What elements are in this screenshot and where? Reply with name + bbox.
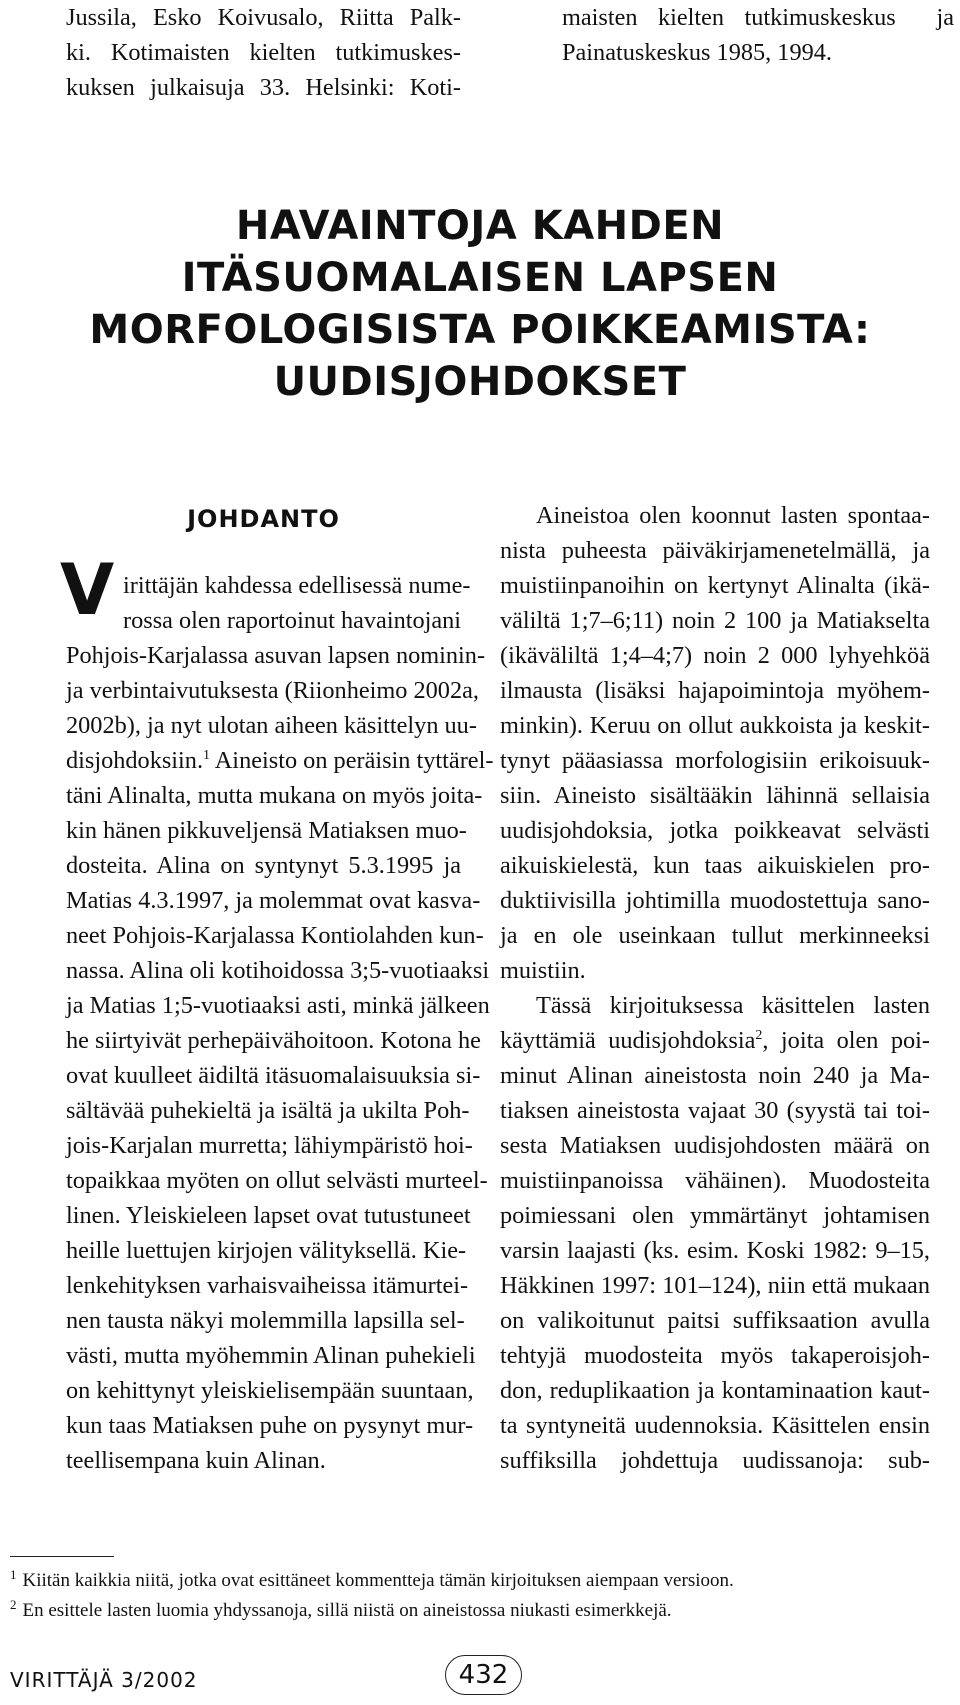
body-line: Tässä kirjoituksessa käsittelen lasten — [536, 992, 930, 1019]
body-line: varsin laajasti (ks. esim. Koski 1982: 9–15, — [500, 1237, 930, 1264]
body-line: linen. Yleiskieleen lapset ovat tutustuneet — [66, 1202, 471, 1229]
body-line: don, reduplikaation ja kontaminaation kaut- — [500, 1377, 930, 1404]
body-line: sältävää puhekieltä ja isältä ja ukilta Poh- — [66, 1097, 470, 1124]
body-line: nista puheesta päiväkirjamenetelmällä, ja — [500, 537, 930, 564]
body-line: tehtyjä muodosteita myös takaperoisjoh- — [500, 1342, 930, 1369]
body-line: lenkehityksen varhaisvaiheissa itämurtei- — [66, 1272, 469, 1299]
body-line: topaikkaa myöten on ollut selvästi murteel- — [66, 1167, 488, 1194]
body-line: täni Alinalta, mutta mukana on myös joita- — [66, 782, 483, 809]
title-line: HAVAINTOJA KAHDEN — [235, 203, 725, 249]
body-line: heille luettujen kirjojen välityksellä. Kie- — [66, 1237, 467, 1264]
body-line: muistiin. — [500, 957, 586, 984]
body-line: muistiinpanoissa vähäinen). Muodosteita — [500, 1167, 930, 1194]
body-line: tiaksen aineistosta vajaat 30 (syystä tai toi- — [500, 1097, 930, 1124]
body-line: sesta Matiaksen uudisjohdosten määrä on — [500, 1132, 930, 1159]
footnote-mark: 1 — [203, 747, 211, 763]
body-line: ja Matias 1;5-vuotiaaksi asti, minkä jälkeen — [66, 992, 490, 1019]
body-line: 2002b), ja nyt ulotan aiheen käsittelyn uu- — [66, 712, 477, 739]
reference-line: kuksen julkaisuja 33. Helsinki: Koti- — [66, 74, 461, 101]
body-line: uudisjohdoksia, jotka poikkeavat selvästi — [500, 817, 930, 844]
body-line: on valikoitunut paitsi suffiksaation avulla — [500, 1307, 930, 1334]
body-line: ja en ole useinkaan tullut merkinneeksi — [500, 922, 930, 949]
footnote-mark: 2 — [755, 1027, 763, 1043]
footnote-divider — [10, 1556, 114, 1557]
body-column-left — [66, 568, 494, 1478]
body-line: duktiivisilla johtimilla muodostettuja sano- — [500, 887, 930, 914]
body-line: (ikäväliltä 1;4–4;7) noin 2 000 lyhyehköä — [500, 642, 930, 669]
body-line: Matias 4.3.1997, ja molemmat ovat kasva- — [66, 887, 481, 914]
body-line: tynyt pääasiassa morfologisiin erikoisuuk- — [500, 747, 930, 774]
body-line: neet Pohjois-Karjalassa Kontiolahden kun- — [66, 922, 484, 949]
reference-continuation-left — [66, 0, 461, 105]
footnote — [10, 1566, 734, 1592]
drop-cap: V — [60, 549, 115, 631]
body-line: aikuiskielestä, kun taas aikuiskielen pro- — [500, 852, 930, 879]
section-heading: JOHDANTO — [187, 505, 340, 533]
body-text: , joita olen poi- — [762, 1027, 930, 1054]
title-line: ITÄSUOMALAISEN LAPSEN — [181, 255, 779, 301]
title-line: MORFOLOGISISTA POIKKEAMISTA: — [89, 307, 871, 353]
body-line: ta syntyneitä uudennoksia. Käsittelen ensin — [500, 1412, 930, 1439]
body-line: Aineistoa olen koonnut lasten spontaa- — [536, 502, 930, 529]
body-line: he siirtyivät perhepäivähoitoon. Kotona he — [66, 1027, 481, 1054]
body-line: rossa olen raportoinut havaintojani — [123, 607, 462, 634]
footnote-text: En esittele lasten luomia yhdyssanoja, sillä niistä on aineistossa niukasti esimerkkejä. — [22, 1600, 672, 1621]
body-text: käyttämiä uudisjohdoksia — [500, 1027, 756, 1054]
body-line: on kehittynyt yleiskielisempään suuntaan, — [66, 1377, 474, 1404]
body-line: ovat kuulleet äidiltä itäsuomalaisuuksia si- — [66, 1062, 481, 1089]
body-line: nen tausta näkyi molemmilla lapsilla sel- — [66, 1307, 465, 1334]
body-line: kin hänen pikkuveljensä Matiaksen muo- — [66, 817, 467, 844]
reference-line: Painatuskeskus 1985, 1994. — [562, 39, 832, 66]
body-line: ja verbintaivutuksesta (Riionheimo 2002a, — [66, 677, 479, 704]
body-line: irittäjän kahdessa edellisessä nume- — [123, 572, 471, 599]
body-line: poimiessani olen ymmärtänyt johtamisen — [500, 1202, 930, 1229]
body-line: väliltä 1;7–6;11) noin 2 100 ja Matiakselta — [500, 607, 930, 634]
body-line: minkin). Keruu on ollut aukkoista ja keskit- — [500, 712, 930, 739]
footnote-text: Kiitän kaikkia niitä, jotka ovat esittäneet kommentteja tämän kirjoituksen aiempaan versioon. — [22, 1570, 734, 1591]
footnote — [10, 1596, 672, 1622]
reference-line: ki. Kotimaisten kielten tutkimuskes- — [66, 39, 461, 66]
body-line: nassa. Alina oli kotihoidossa 3;5-vuotiaaksi — [66, 957, 490, 984]
body-column-right — [500, 498, 930, 1478]
footnote-number: 1 — [10, 1566, 17, 1582]
body-line: kun taas Matiaksen puhe on pysynyt mur- — [66, 1412, 474, 1439]
journal-name: VIRITTÄJÄ 3/2002 — [10, 1668, 198, 1692]
reference-line: maisten kielten tutkimuskeskus ja — [562, 4, 954, 31]
page-number: 432 — [445, 1655, 522, 1695]
body-line: jois-Karjalan murretta; lähiympäristö hoi- — [66, 1132, 473, 1159]
body-text: Aineisto on peräisin tyttärel- — [214, 747, 494, 774]
body-line: dosteita. Alina on syntynyt 5.3.1995 ja — [66, 852, 461, 879]
footnote-number: 2 — [10, 1596, 17, 1612]
body-line: suffiksilla johdettuja uudissanoja: sub- — [500, 1447, 930, 1474]
body-line: minut Alinan aineistosta noin 240 ja Ma- — [500, 1062, 930, 1089]
body-line: Häkkinen 1997: 101–124), niin että mukaan — [500, 1272, 930, 1299]
reference-continuation-right — [562, 0, 954, 70]
body-line: ilmausta (lisäksi hajapoimintoja myöhem- — [500, 677, 930, 704]
body-line — [66, 743, 494, 778]
body-line: teellisempana kuin Alinan. — [66, 1447, 326, 1474]
article-title — [0, 200, 960, 408]
body-line: muistiinpanoihin on kertynyt Alinalta (ikä- — [500, 572, 930, 599]
reference-line: Jussila, Esko Koivusalo, Riitta Palk- — [66, 4, 461, 31]
body-line: Pohjois-Karjalassa asuvan lapsen nominin- — [66, 642, 486, 669]
body-line: västi, mutta myöhemmin Alinan puhekieli — [66, 1342, 476, 1369]
body-line — [500, 1023, 930, 1058]
title-line: UUDISJOHDOKSET — [273, 359, 687, 405]
body-text: disjohdoksiin. — [66, 747, 204, 774]
body-line: siin. Aineisto sisältääkin lähinnä sellaisia — [500, 782, 930, 809]
